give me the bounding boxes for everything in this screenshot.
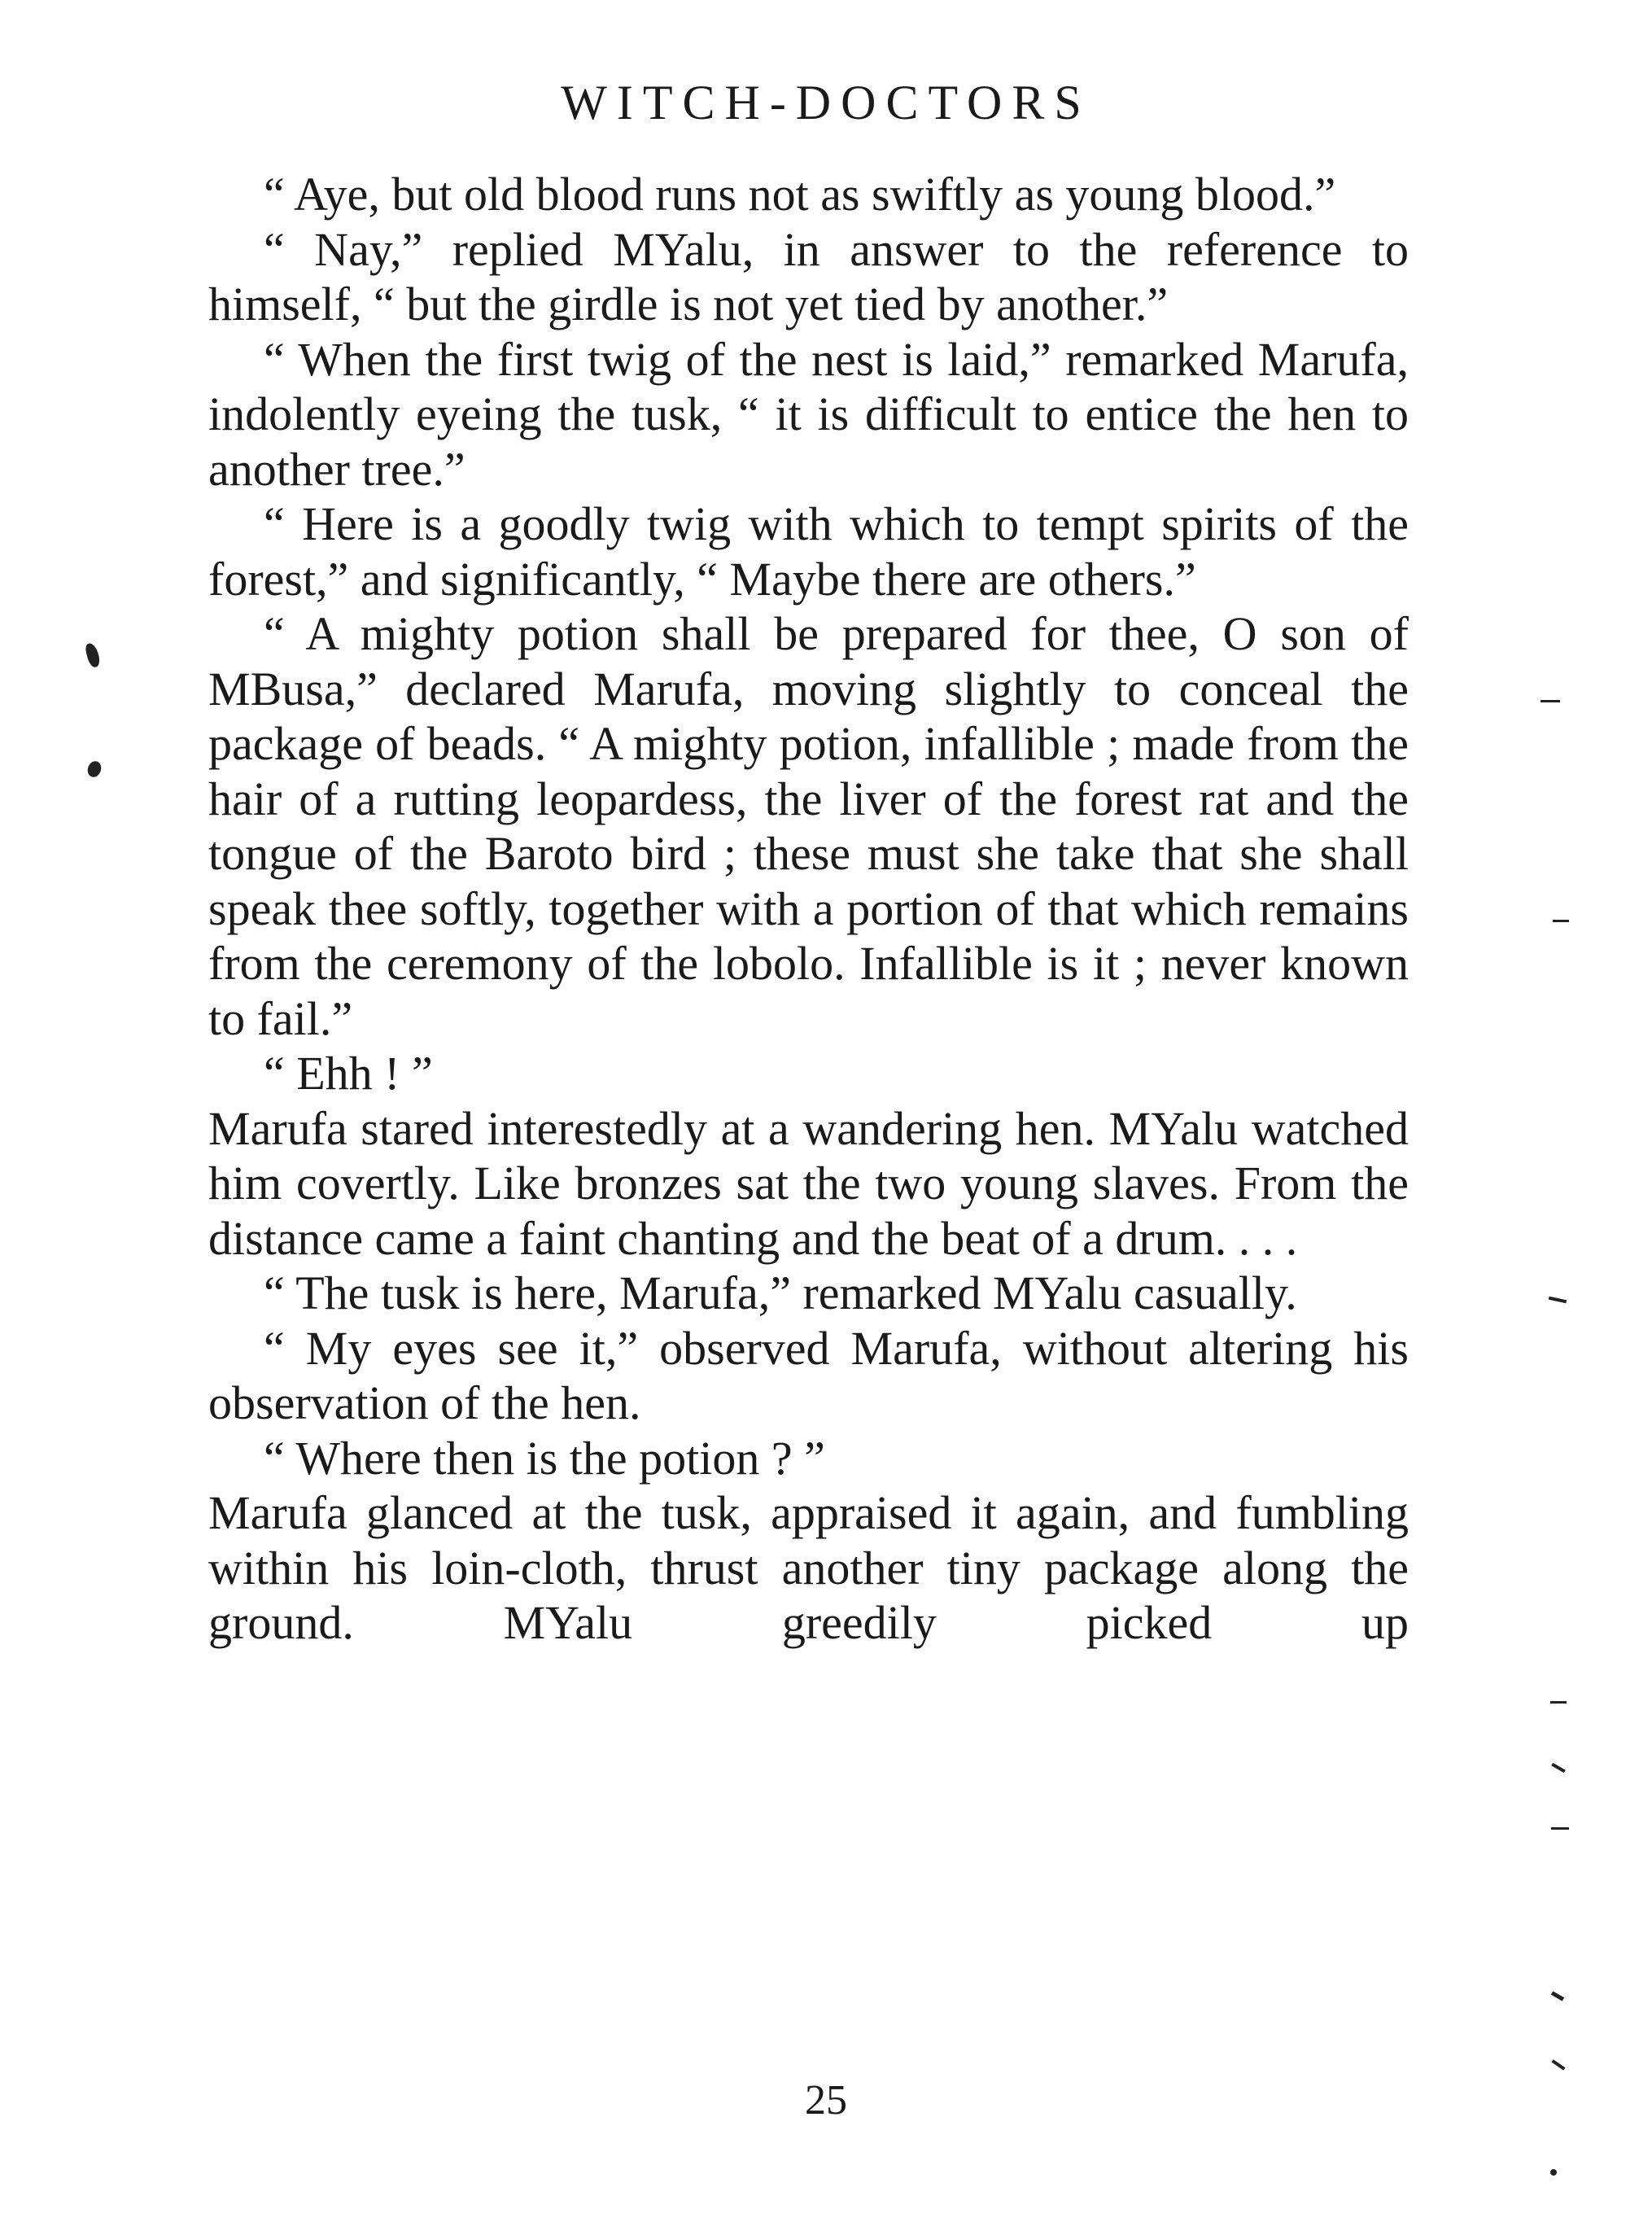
running-head: WITCH-DOCTORS [561,76,1091,129]
body-text [208,167,1409,1651]
scan-speck [1551,2059,1565,2071]
paragraph: “ A mighty potion shall be prepared for thee, O son of MBusa,” declared Marufa, moving slightly to conceal the package of beads. “ A mighty potion, infallible ; made from the hair of a rutting leopardess, the liver of the forest rat and the tongue of the Baroto bird ; these must she take that she shall speak thee softly, together with a portion of that which remains from the ceremony of the lobolo. Infallible is it ; never known to fail.” [208,607,1409,1045]
scan-speck [1550,2169,1557,2176]
paragraph: Marufa glanced at the tusk, appraised it again, and fumbling within his loin-cloth, thrust another tiny package along the ground. MYalu greedily picked up [208,1486,1409,1649]
paragraph: “ Here is a goodly twig with which to tempt spirits of the forest,” and significantly, “ Maybe there are others.” [208,497,1409,606]
paragraph: “ Where then is the potion ? ” [264,1431,825,1485]
scan-speck [1550,1701,1567,1704]
paragraph: “ The tusk is here, Marufa,” remarked MYalu casually. [264,1266,1297,1319]
scan-speck [1551,1763,1566,1773]
paragraph: Marufa stared interestedly at a wandering hen. MYalu watched him covertly. Like bronzes sat the two young slaves. From the distance came a faint chanting and the beat of a drum. . . . [208,1101,1409,1265]
scan-speck [85,759,103,779]
scan-speck [1549,1297,1567,1303]
paragraph: “ Ehh ! ” [264,1047,433,1100]
paragraph: “ When the first twig of the nest is laid,” remarked Marufa, indolently eyeing the tusk, “ it is difficult to entice the hen to another tree.” [208,332,1409,496]
paragraph: “ Aye, but old blood runs not as swiftly as young blood.” [264,168,1336,221]
page-number: 25 [805,2077,847,2124]
paragraph: “ Nay,” replied MYalu, in answer to the reference to himself, “ but the girdle is not yet tied by another.” [208,222,1409,330]
scan-speck [84,642,101,669]
scan-speck [1551,1827,1569,1830]
scan-speck [1551,1991,1564,2001]
scan-speck [1553,920,1569,922]
paragraph: “ My eyes see it,” observed Marufa, without altering his observation of the hen. [208,1321,1409,1429]
scan-speck [1541,700,1560,702]
